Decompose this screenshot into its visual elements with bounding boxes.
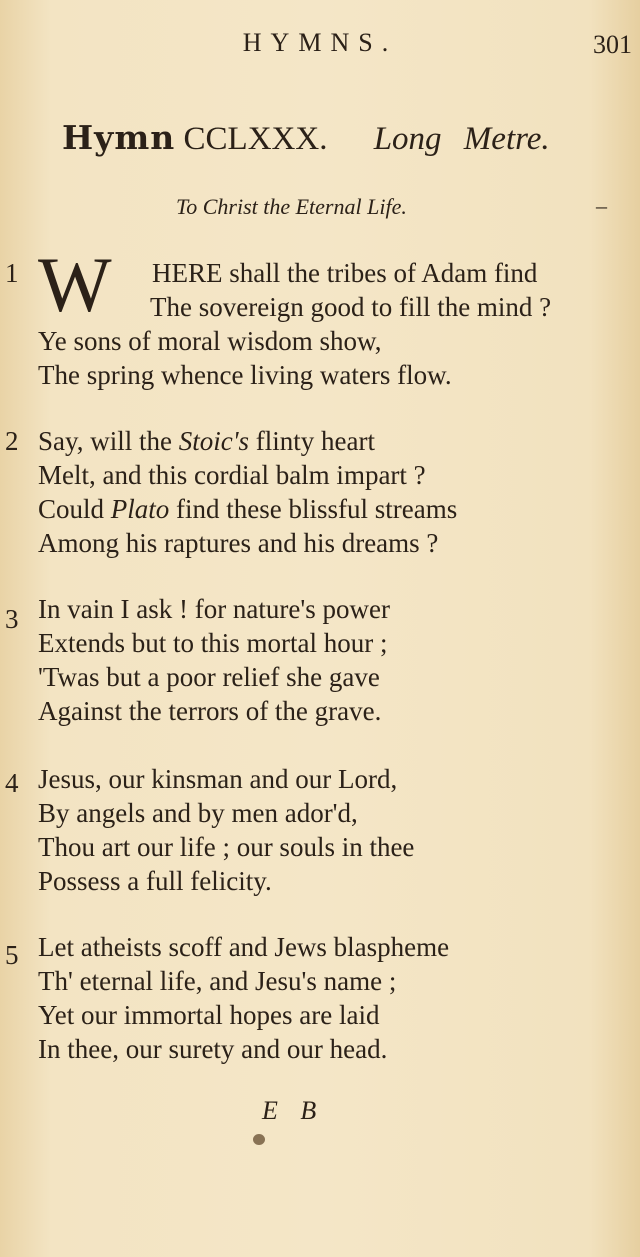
verse-line: Th' eternal life, and Jesu's name ;: [38, 966, 397, 996]
verse-line: The spring whence living waters flow.: [38, 360, 452, 390]
stanza-number: 4: [5, 768, 19, 798]
verse-text: flinty heart: [249, 426, 375, 456]
verse-text: Say, will the: [38, 426, 179, 456]
verse-line: 'Twas but a poor relief she gave: [38, 662, 380, 692]
running-head: HYMNS.: [242, 28, 398, 57]
hymn-subtitle: To Christ the Eternal Life.: [176, 194, 407, 219]
page-number: 301: [593, 30, 632, 59]
verse-line: Jesus, our kinsman and our Lord,: [38, 764, 398, 794]
stanza-number: 1: [5, 258, 19, 288]
dash-mark: –: [596, 193, 607, 218]
verse-text: find these blissful streams: [169, 494, 458, 524]
verse-line: The sovereign good to fill the mind ?: [150, 292, 552, 322]
hymn-title: [62, 118, 550, 158]
hymn-title-prefix: Hymn: [62, 118, 176, 157]
verse-line: Among his raptures and his dreams ?: [38, 528, 439, 558]
verse-line: [38, 426, 375, 457]
ink-spot: [253, 1134, 265, 1145]
verse-line: Ye sons of moral wisdom show,: [38, 326, 382, 356]
stanza-number: 2: [5, 426, 19, 456]
stanza-number: 3: [5, 604, 19, 634]
verse-line: Yet our immortal hopes are laid: [38, 1000, 380, 1030]
hymn-metre: Long Metre.: [373, 121, 550, 157]
verse-emphasis: Plato: [110, 494, 170, 524]
stanza-number: 5: [5, 940, 19, 970]
verse-line: Thou art our life ; our souls in thee: [38, 832, 415, 862]
verse-text: Could: [38, 494, 111, 524]
verse-line: Against the terrors of the grave.: [38, 696, 382, 726]
verse-line: HERE shall the tribes of Adam find: [152, 258, 538, 288]
signature-mark: E B: [262, 1096, 317, 1125]
verse-line: Extends but to this mortal hour ;: [38, 628, 388, 658]
verse-line: Let atheists scoff and Jews blaspheme: [38, 932, 450, 962]
verse-line: In thee, our surety and our head.: [38, 1034, 388, 1064]
verse-line: Possess a full felicity.: [38, 866, 272, 896]
drop-cap: W: [38, 241, 112, 328]
verse-line: In vain I ask ! for nature's power: [38, 594, 390, 624]
verse-line: Melt, and this cordial balm impart ?: [38, 460, 426, 490]
verse-line: [38, 494, 457, 525]
verse-emphasis: Stoic's: [178, 426, 250, 456]
hymn-number: CCLXXX.: [183, 121, 328, 157]
verse-line: By angels and by men ador'd,: [38, 798, 358, 828]
